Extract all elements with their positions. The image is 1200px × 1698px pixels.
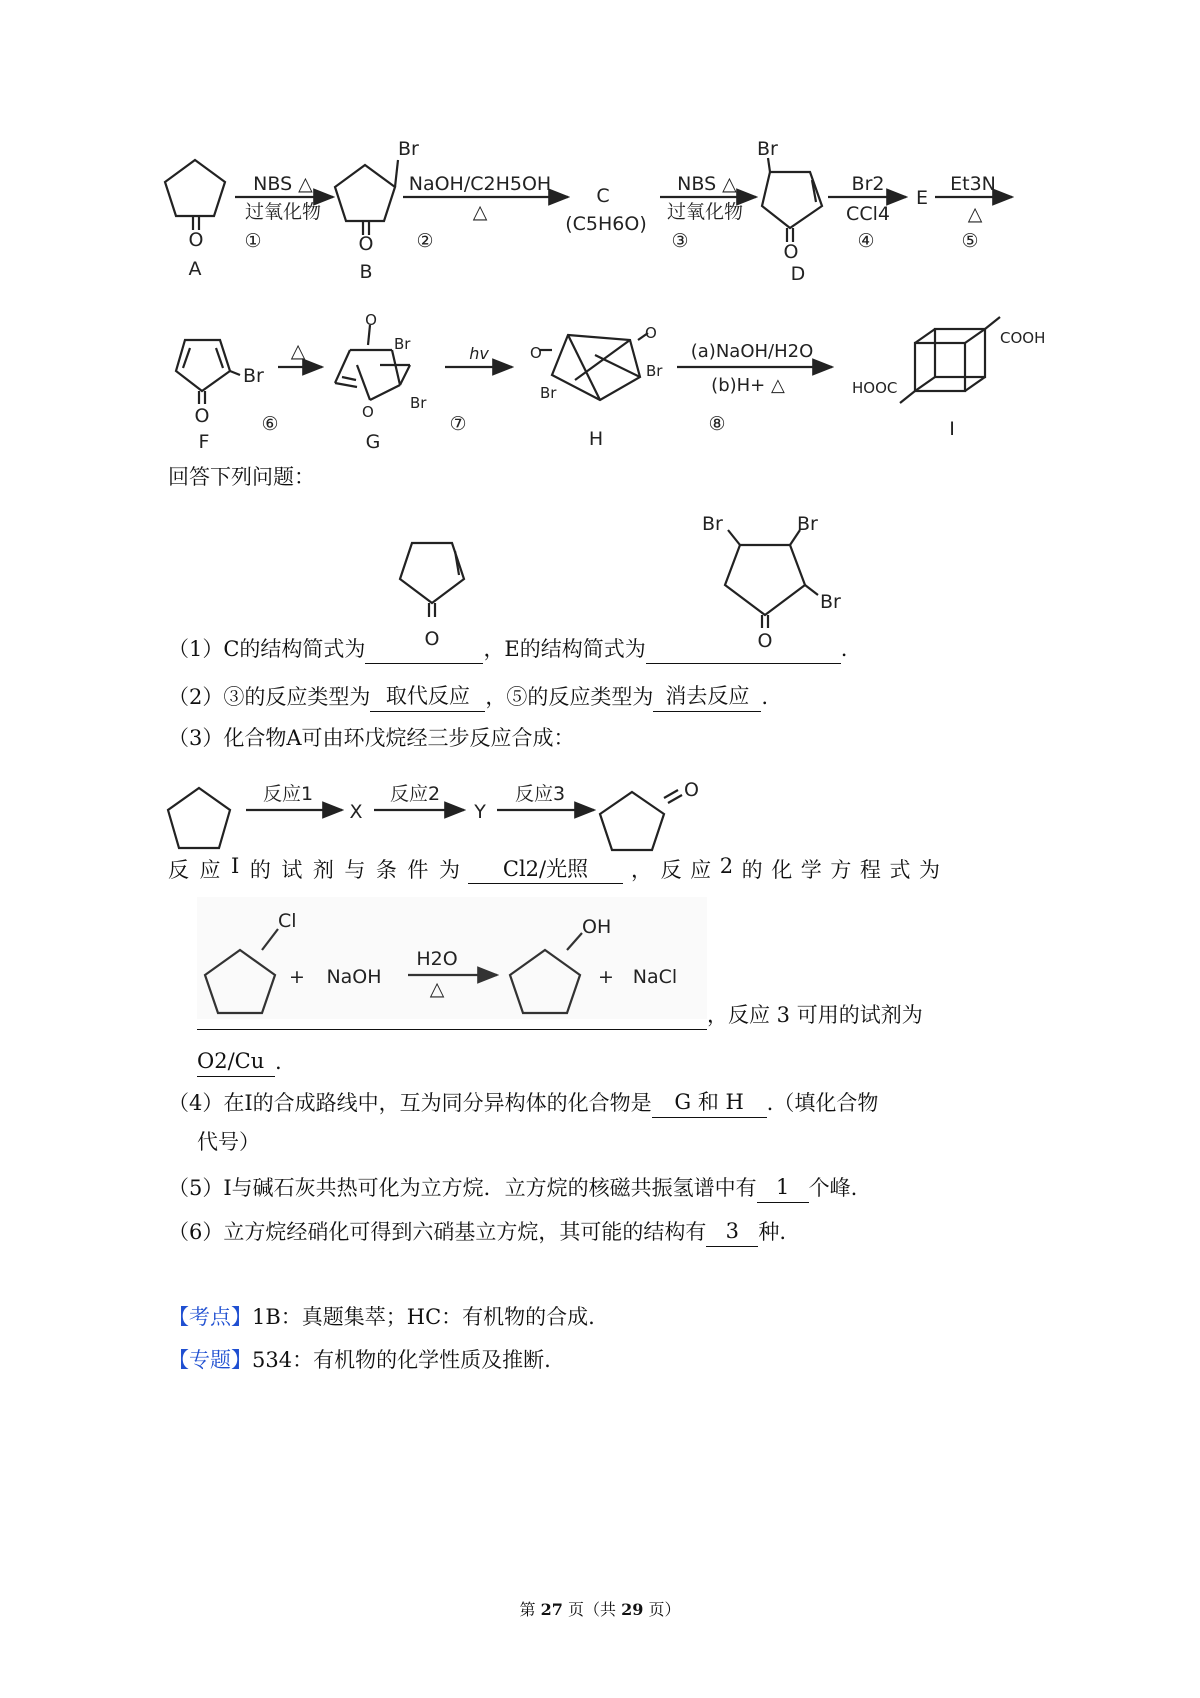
q3-line2 [197,1000,923,1030]
reaction1-label: 反应1 [262,783,314,805]
compound-A-structure [165,160,225,230]
reagent-step8-top: (a)NaOH/H2O [690,341,814,362]
reagent-step3-top: NBS △ [677,173,737,195]
answer-E-br3: Br [820,591,841,613]
hydroxyl-group: OH [582,916,612,938]
bromine-G-1: Br [394,335,411,353]
step-3-marker: ③ [671,230,689,252]
reagent-step4-top: Br2 [851,173,885,195]
label-I: I [949,418,955,440]
reaction3-label: 反应3 [514,783,566,805]
answer-E-oxygen: O [757,630,773,652]
answer-E-structure [725,530,818,628]
reagent-step4-bottom: CCl4 [846,203,890,225]
label-G: G [365,431,381,453]
oxygen-B: O [358,233,374,255]
q2-prefix: （2）③的反应类型为 [168,685,371,709]
plus-sign-1: + [289,966,305,988]
label-H: H [588,428,604,450]
total-pages: 29 [621,1600,644,1619]
q3-end: . [275,1050,282,1074]
compound-I-structure [900,317,1000,403]
step-2-marker: ② [416,230,434,252]
reagent-step3-bottom: 过氧化物 [666,201,744,223]
q2-mid: ，⑤的反应类型为 [485,685,654,709]
q3-equation-blank [197,1003,707,1030]
answer-structures-q1 [0,505,1200,655]
oxygen-D: O [783,241,799,263]
q1-mid: ，E的结构简式为 [483,637,646,661]
question-5 [168,1172,857,1203]
q1-prefix: （1）C的结构简式为 [168,637,366,661]
label-B: B [359,261,373,283]
oxygen-G-bottom: O [362,403,374,421]
q4-suffix: .（填化合物 [766,1091,879,1115]
plus-sign-2: + [598,966,614,988]
reagent-step1-bottom: 过氧化物 [244,201,322,223]
question-2 [168,681,768,712]
q5-prefix: （5）I与碱石灰共热可化为立方烷．立方烷的核磁共振氢谱中有 [168,1176,757,1200]
q2-end: . [761,685,769,709]
q6-prefix: （6）立方烷经硝化可得到六硝基立方烷，其可能的结构有 [168,1220,707,1244]
reagent-step5-bottom: △ [967,203,983,225]
q6-answer: 3 [706,1216,758,1247]
step-1-marker: ① [244,230,262,252]
answer-E-br1: Br [702,513,723,535]
q4-prefix: （4）在I的合成路线中，互为同分异构体的化合物是 [168,1091,652,1115]
q3-line1-head: 反 应 I 的 试 剂 与 条 件 为 [168,854,460,882]
naoh-reagent: NaOH [326,966,382,988]
q6-suffix: 种. [758,1220,787,1244]
step-4-marker: ④ [857,230,875,252]
reaction2-label: 反应2 [389,783,441,805]
reagent-step6: △ [290,340,306,362]
q3-line1-tail: ， 反 应 2 的 化 学 方 程 式 为 [631,854,940,882]
bromine-G-2: Br [410,394,427,412]
bromine-F: Br [243,365,264,387]
zhuanti-text: 534：有机物的化学性质及推断. [252,1348,551,1372]
label-E: E [915,187,929,209]
kaodian-tag: 【考点】 [168,1305,252,1329]
bromine-B: Br [398,138,419,160]
answer-E-br2: Br [797,513,818,535]
step-5-marker: ⑤ [961,230,979,252]
condition-heat: △ [429,978,445,1000]
label-D: D [790,263,806,285]
step-6-marker: ⑥ [261,413,279,435]
formula-C: (C5H6O) [565,213,647,235]
condition-water: H2O [416,948,458,970]
question-6 [168,1216,786,1247]
question-1 [168,634,847,664]
cooh-group: COOH [1000,329,1046,347]
q3-tail: ，反应 3 可用的试剂为 [707,1003,923,1027]
reagent-step1-top: NBS △ [253,173,313,195]
compound-D-structure [762,158,822,242]
zhuanti-tag: 【专题】 [168,1348,252,1372]
q4-answer: G 和 H [652,1087,767,1118]
q4-line2: 代号） [197,1130,260,1154]
cyclopentanone-ring [600,792,664,850]
q1-blank-E [646,637,841,664]
reagent-step2-top: NaOH/C2H5OH [408,173,552,195]
nacl-product: NaCl [632,966,678,988]
answer-C-oxygen: O [424,628,440,650]
bromine-D: Br [757,138,778,160]
label-C: C [596,185,610,207]
oxygen-A: O [188,229,204,251]
cyclopentanone-oxygen: O [684,779,699,801]
reagent-step5-top: Et3N [950,173,996,195]
oxygen-H-left: O [530,344,542,362]
oxygen-F: O [194,405,210,427]
hooc-group: HOOC [852,379,898,397]
reagent-step7: hv [469,344,489,363]
synthesis-scheme-row2 [0,305,1200,465]
kaodian-line [168,1302,595,1332]
reagent-step8-bottom: (b)H+ △ [711,375,785,396]
q3-line1 [168,854,940,884]
cyclopentane-ring [168,788,230,848]
oxygen-G-top: O [365,311,377,329]
bromine-H-1: Br [540,384,557,402]
oxygen-H-right: O [645,324,657,342]
zhuanti-line [168,1345,551,1375]
page-footer: 第 27 页（共 29 页） [519,1600,681,1619]
answer-C-structure [400,543,464,617]
label-F: F [198,431,210,453]
q3-answer-reaction1: Cl2/光照 [468,853,623,884]
q1-blank-C [365,637,483,664]
q3-answer-reaction3: O2/Cu [197,1046,275,1077]
bromine-H-2: Br [646,362,663,380]
reagent-step2-bottom: △ [472,201,488,223]
chlorine-atom: Cl [278,910,297,932]
q1-end: . [840,637,848,661]
q2-answer-1: 取代反应 [370,681,485,712]
compound-F-structure [176,340,240,404]
compound-B-structure [335,160,398,235]
current-page: 27 [540,1600,563,1619]
question-4 [168,1087,878,1118]
q3-line3 [197,1046,282,1077]
step-8-marker: ⑧ [708,413,726,435]
q2-answer-2: 消去反应 [653,681,761,712]
intermediate-X: X [349,801,363,823]
question-3: （3）化合物A可由环戊烷经三步反应合成： [168,726,575,750]
label-A: A [188,258,202,280]
kaodian-text: 1B：真题集萃；HC：有机物的合成. [252,1305,595,1329]
step-7-marker: ⑦ [449,413,467,435]
q5-suffix: 个峰. [808,1176,858,1200]
q5-answer: 1 [757,1172,809,1203]
cyclopentane-route-scheme [0,770,1200,860]
intermediate-Y: Y [474,801,486,823]
intro-text: 回答下列问题： [168,465,315,489]
